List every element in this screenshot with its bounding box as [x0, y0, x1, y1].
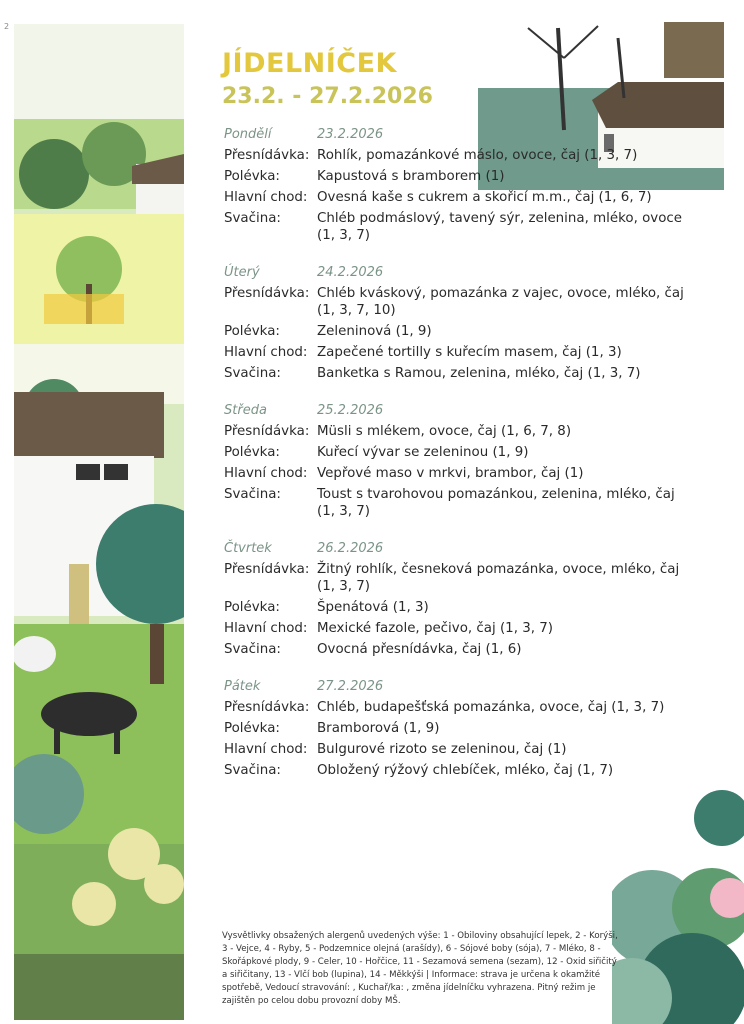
- menu-date-range: 23.2. - 27.2.2026: [222, 84, 433, 109]
- meal-row: [224, 465, 694, 482]
- meal-value: Müsli s mlékem, ovoce, čaj (1, 6, 7, 8): [317, 424, 572, 439]
- meal-label: Hlavní chod:: [224, 621, 308, 636]
- meal-label: Hlavní chod:: [224, 345, 308, 360]
- meal-value: Kapustová s bramborem (1): [317, 169, 505, 184]
- meal-value: Obložený rýžový chlebíček, mléko, čaj (1, 7): [317, 763, 614, 778]
- meal-value: Chléb podmáslový, tavený sýr, zelenina, mléko, ovoce (1, 3, 7): [317, 211, 682, 243]
- meal-row: [224, 561, 694, 595]
- meal-label: Přesnídávka:: [224, 286, 310, 301]
- day-wednesday: [224, 403, 694, 524]
- day-date: 23.2.2026: [317, 127, 384, 142]
- meal-row: [224, 189, 694, 206]
- day-friday: [224, 679, 694, 783]
- meal-label: Svačina:: [224, 763, 281, 778]
- meal-label: Hlavní chod:: [224, 742, 308, 757]
- day-thursday: [224, 541, 694, 662]
- meal-value: Špenátová (1, 3): [317, 600, 429, 615]
- day-date: 26.2.2026: [317, 541, 384, 556]
- day-monday: [224, 127, 694, 248]
- meal-value: Žitný rohlík, česneková pomazánka, ovoce, mléko, čaj (1, 3, 7): [317, 562, 680, 594]
- meal-label: Polévka:: [224, 445, 280, 460]
- meal-row: [224, 486, 694, 520]
- meal-value: Toust s tvarohovou pomazánkou, zelenina, mléko, čaj (1, 3, 7): [317, 487, 675, 519]
- meal-row: [224, 344, 694, 361]
- meal-row: [224, 323, 694, 340]
- meal-row: [224, 762, 694, 779]
- day-name: Pondělí: [224, 127, 272, 142]
- meal-row: [224, 147, 694, 164]
- meal-label: Polévka:: [224, 721, 280, 736]
- left-landscape-illustration: [14, 24, 184, 1020]
- day-name: Středa: [224, 403, 267, 418]
- page-corner-mark: 2: [4, 22, 10, 31]
- allergen-legend: Vysvětlivky obsažených alergenů uvedených výše: 1 - Obiloviny obsahující lepek, 2 - Korýši, 3 - Vejce, 4 - Ryby, 5 - Podzemnice olejná (arašídy), 6 - Sójové boby (sója), 7 - Mléko, 8 - Skořápkové plody, 9 - Celer, 10 - Hořčice, 11 - Sezamová semena (sezam), 12 - Oxid siřičitý a siřičitany, 13 - Vlčí bob (lupina), 14 - Měkkýši | Informace: strava je určena k okamžité spotřebě, Vedoucí stravování: , Kuchař/ka: , změna jídelníčku vyhrazena. Pitný režim je zajištěn po celou dobu provozní doby MŠ.: [222, 931, 618, 1006]
- meal-value: Bulgurové rizoto se zeleninou, čaj (1): [317, 742, 567, 757]
- meal-value: Chléb kváskový, pomazánka z vajec, ovoce, mléko, čaj (1, 3, 7, 10): [317, 286, 684, 318]
- meal-value: Mexické fazole, pečivo, čaj (1, 3, 7): [317, 621, 553, 636]
- day-tuesday: [224, 265, 694, 386]
- meal-row: [224, 641, 694, 658]
- meal-row: [224, 620, 694, 637]
- meal-label: Hlavní chod:: [224, 190, 308, 205]
- meal-value: Rohlík, pomazánkové máslo, ovoce, čaj (1, 3, 7): [317, 148, 638, 163]
- meal-label: Polévka:: [224, 324, 280, 339]
- meal-label: Přesnídávka:: [224, 424, 310, 439]
- meal-row: [224, 168, 694, 185]
- meal-value: Kuřecí vývar se zeleninou (1, 9): [317, 445, 529, 460]
- meal-value: Zeleninová (1, 9): [317, 324, 432, 339]
- day-name: Úterý: [224, 265, 260, 280]
- meal-row: [224, 444, 694, 461]
- meal-row: [224, 285, 694, 319]
- meal-label: Hlavní chod:: [224, 466, 308, 481]
- meal-row: [224, 720, 694, 737]
- meal-value: Bramborová (1, 9): [317, 721, 440, 736]
- meal-label: Polévka:: [224, 600, 280, 615]
- meal-row: [224, 365, 694, 382]
- meal-value: Chléb, budapešťská pomazánka, ovoce, čaj (1, 3, 7): [317, 700, 665, 715]
- meal-row: [224, 741, 694, 758]
- meal-value: Banketka s Ramou, zelenina, mléko, čaj (1, 3, 7): [317, 366, 641, 381]
- meal-label: Svačina:: [224, 211, 281, 226]
- meal-label: Přesnídávka:: [224, 562, 310, 577]
- meal-label: Svačina:: [224, 642, 281, 657]
- meal-label: Svačina:: [224, 487, 281, 502]
- meal-row: [224, 599, 694, 616]
- meal-row: [224, 423, 694, 440]
- meal-value: Zapečené tortilly s kuřecím masem, čaj (1, 3): [317, 345, 622, 360]
- bottom-right-trees-illustration: [612, 778, 744, 1024]
- day-name: Pátek: [224, 679, 261, 694]
- meal-label: Polévka:: [224, 169, 280, 184]
- day-date: 27.2.2026: [317, 679, 384, 694]
- meal-value: Vepřové maso v mrkvi, brambor, čaj (1): [317, 466, 584, 481]
- day-date: 25.2.2026: [317, 403, 384, 418]
- meal-row: [224, 699, 694, 716]
- menu-title: JÍDELNÍČEK: [222, 48, 397, 79]
- meal-value: Ovesná kaše s cukrem a skořicí m.m., čaj (1, 6, 7): [317, 190, 652, 205]
- meal-label: Přesnídávka:: [224, 700, 310, 715]
- meal-value: Ovocná přesnídávka, čaj (1, 6): [317, 642, 522, 657]
- day-date: 24.2.2026: [317, 265, 384, 280]
- meal-label: Svačina:: [224, 366, 281, 381]
- meal-row: [224, 210, 694, 244]
- meal-label: Přesnídávka:: [224, 148, 310, 163]
- day-name: Čtvrtek: [224, 541, 272, 556]
